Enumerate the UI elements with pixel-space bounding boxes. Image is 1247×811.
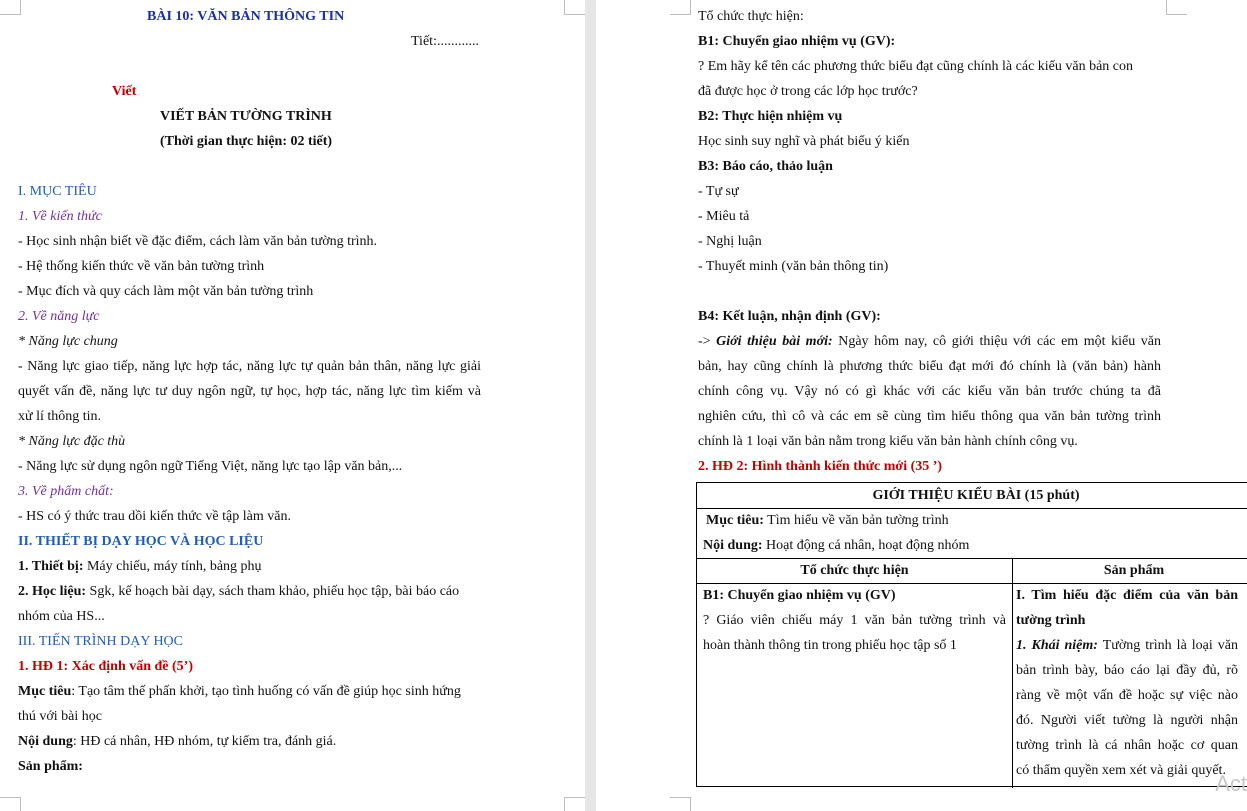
goal-label: Mục tiêu: [18, 684, 72, 699]
intro-text: bản, hay cũng chính là phương thức biểu đạt mới đó chính là (văn bản) hành: [698, 359, 1161, 374]
duration: (Thời gian thực hiện: 02 tiết): [160, 134, 333, 149]
heading-equipment: II. THIẾT BỊ DẠY HỌC VÀ HỌC LIỆU: [18, 534, 264, 549]
table-goal-text: Tìm hiểu về văn bản tường trình: [763, 513, 949, 528]
goal-text: thú với bài học: [18, 709, 102, 724]
table-definition-text: tường trình là cá nhân hoặc cơ quan: [1016, 738, 1238, 753]
knowledge-item: - Hệ thống kiến thức về văn bản tường trình: [18, 259, 265, 274]
step-4-heading: B4: Kết luận, nhận định (GV):: [698, 309, 881, 324]
goal-line: [18, 683, 461, 701]
content-line: [18, 733, 336, 751]
mode-item: - Thuyết minh (văn bản thông tin): [698, 259, 889, 274]
equipment-label: 1. Thiết bị:: [18, 559, 84, 574]
table-goal: [706, 508, 949, 533]
activation-watermark: Act: [1215, 771, 1247, 796]
intro-label: Giới thiệu bài mới:: [716, 334, 833, 349]
equipment-line: [18, 558, 262, 576]
equipment-text: Máy chiếu, máy tính, bảng phụ: [83, 559, 262, 574]
product-label: Sản phẩm:: [18, 759, 83, 774]
organization-label: Tổ chức thực hiện:: [698, 9, 804, 24]
step-2-heading: B2: Thực hiện nhiệm vụ: [698, 109, 843, 124]
heading-competence: 2. Về năng lực: [18, 309, 100, 324]
goal-text: : Tạo tâm thế phấn khởi, tạo tình huống có vấn đề giúp học sinh hứng: [71, 684, 461, 699]
specific-competence-text: - Năng lực sử dụng ngôn ngữ Tiếng Việt, năng lực tạo lập văn bản,...: [18, 459, 403, 474]
step-2-text: Học sinh suy nghĩ và phát biểu ý kiến: [698, 134, 910, 149]
intro-arrow: ->: [698, 334, 717, 349]
table-definition: [1016, 633, 1238, 658]
lesson-title: BÀI 10: VĂN BẢN THÔNG TIN: [147, 9, 345, 24]
crop-mark: [0, 0, 21, 15]
content-text: : HĐ cá nhân, HĐ nhóm, tự kiểm tra, đánh giá.: [72, 734, 337, 749]
knowledge-item: - Mục đích và quy cách làm một văn bản tường trình: [18, 284, 314, 299]
crop-mark: [564, 797, 585, 811]
heading-process: III. TIẾN TRÌNH DẠY HỌC: [18, 634, 183, 649]
crop-mark: [670, 0, 691, 15]
crop-mark: [564, 0, 585, 15]
table-step-1-text: hoàn thành thông tin trong phiếu học tập số 1: [703, 638, 957, 653]
main-title: VIẾT BẢN TƯỜNG TRÌNH: [160, 109, 332, 124]
heading-specific-competence: * Năng lực đặc thù: [18, 434, 126, 449]
table-column-header: Sản phẩm: [1103, 563, 1165, 578]
heading-activity-2: 2. HĐ 2: Hình thành kiến thức mới (35 ’): [698, 459, 943, 474]
heading-general-competence: * Năng lực chung: [18, 334, 118, 349]
crop-mark: [1166, 0, 1187, 15]
intro-text: chính công vụ. Vậy nó có gì khác với các kiểu văn bản trước chúng ta đã: [698, 384, 1161, 399]
heading-knowledge: 1. Về kiến thức: [18, 209, 102, 224]
materials-text: Sgk, kế hoạch bài dạy, sách tham khảo, phiếu học tập, bài báo cáo: [86, 584, 460, 599]
table-content: [703, 533, 969, 558]
table-definition-text: đó. Người viết tường là người nhận: [1016, 713, 1238, 728]
crop-mark: [670, 797, 691, 811]
table-definition-text: có thẩm quyền xem xét và giải quyết.: [1016, 763, 1226, 778]
heading-quality: 3. Về phẩm chất:: [18, 484, 114, 499]
document-page-right: [596, 0, 1247, 811]
table-title: GIỚI THIỆU KIỂU BÀI (15 phút): [872, 488, 1080, 503]
heading-activity-1: 1. HĐ 1: Xác định vấn đề (5’): [18, 659, 194, 674]
materials-label: 2. Học liệu:: [18, 584, 87, 599]
intro-text: chính là 1 loại văn bản nằm trong kiểu văn bản hành chính công vụ.: [698, 434, 1078, 449]
general-competence-text: xử lí thông tin.: [18, 409, 102, 424]
intro-text: Ngày hôm nay, cô giới thiệu với các em một kiểu văn: [832, 334, 1161, 349]
step-1-heading: B1: Chuyển giao nhiệm vụ (GV):: [698, 34, 896, 49]
mode-item: - Tự sự: [698, 184, 739, 199]
materials-text: nhóm của HS...: [18, 609, 105, 624]
table-definition-text: ràng về một vấn đề hoặc sự việc nào: [1016, 688, 1238, 703]
intro-text: nghiên cứu, thì cô và các em sẽ cùng tìm hiểu thông qua văn bản tường trình: [698, 409, 1161, 424]
table-step-1-text: ? Giáo viên chiếu máy 1 văn bản tường trình và: [703, 613, 1006, 628]
content-label: Nội dung: [18, 734, 73, 749]
table-content-label: Nội dung:: [703, 538, 763, 553]
table-product-heading: tường trình: [1016, 613, 1086, 628]
document-page-left: [0, 0, 585, 811]
table-rule: [1012, 558, 1013, 788]
step-1-question: ? Em hãy kể tên các phương thức biểu đạt cũng chính là các kiểu văn bản con: [698, 59, 1134, 74]
table-column-header: Tổ chức thực hiện: [800, 563, 909, 578]
quality-text: - HS có ý thức trau dồi kiến thức về tập làm văn.: [18, 509, 291, 524]
table-goal-label: Mục tiêu:: [706, 513, 764, 528]
heading-objectives: I. MỤC TIÊU: [18, 184, 97, 199]
general-competence-text: quyết vấn đề, năng lực tư duy ngôn ngữ, tự học, hợp tác, năng lực tìm kiếm và: [18, 384, 481, 399]
section-label: Viết: [112, 84, 137, 99]
table-definition-label: 1. Khái niệm:: [1016, 638, 1098, 653]
table-product-heading: I. Tìm hiểu đặc điểm của văn bản: [1016, 588, 1238, 603]
materials-line: [18, 583, 459, 601]
knowledge-item: - Học sinh nhận biết về đặc điểm, cách làm văn bản tường trình.: [18, 234, 378, 249]
table-step-1-heading: B1: Chuyển giao nhiệm vụ (GV): [703, 588, 896, 603]
period-label: Tiết:............: [411, 34, 479, 49]
page-gutter: [585, 0, 596, 811]
mode-item: - Nghị luận: [698, 234, 762, 249]
table-definition-text: bản trình bày, báo cáo lại đầy đủ, rõ: [1016, 663, 1238, 678]
table-definition-text: Tường trình là loại văn: [1097, 638, 1238, 653]
mode-item: - Miêu tả: [698, 209, 750, 224]
general-competence-text: - Năng lực giao tiếp, năng lực hợp tác, năng lực tự quản bản thân, năng lực giải: [18, 359, 481, 374]
step-1-question: đã được học ở trong các lớp học trước?: [698, 84, 918, 99]
crop-mark: [0, 797, 21, 811]
intro-line: [698, 333, 1161, 351]
activity-table: [696, 482, 1247, 787]
step-3-heading: B3: Báo cáo, thảo luận: [698, 159, 833, 174]
table-content-text: Hoạt động cá nhân, hoạt động nhóm: [762, 538, 970, 553]
